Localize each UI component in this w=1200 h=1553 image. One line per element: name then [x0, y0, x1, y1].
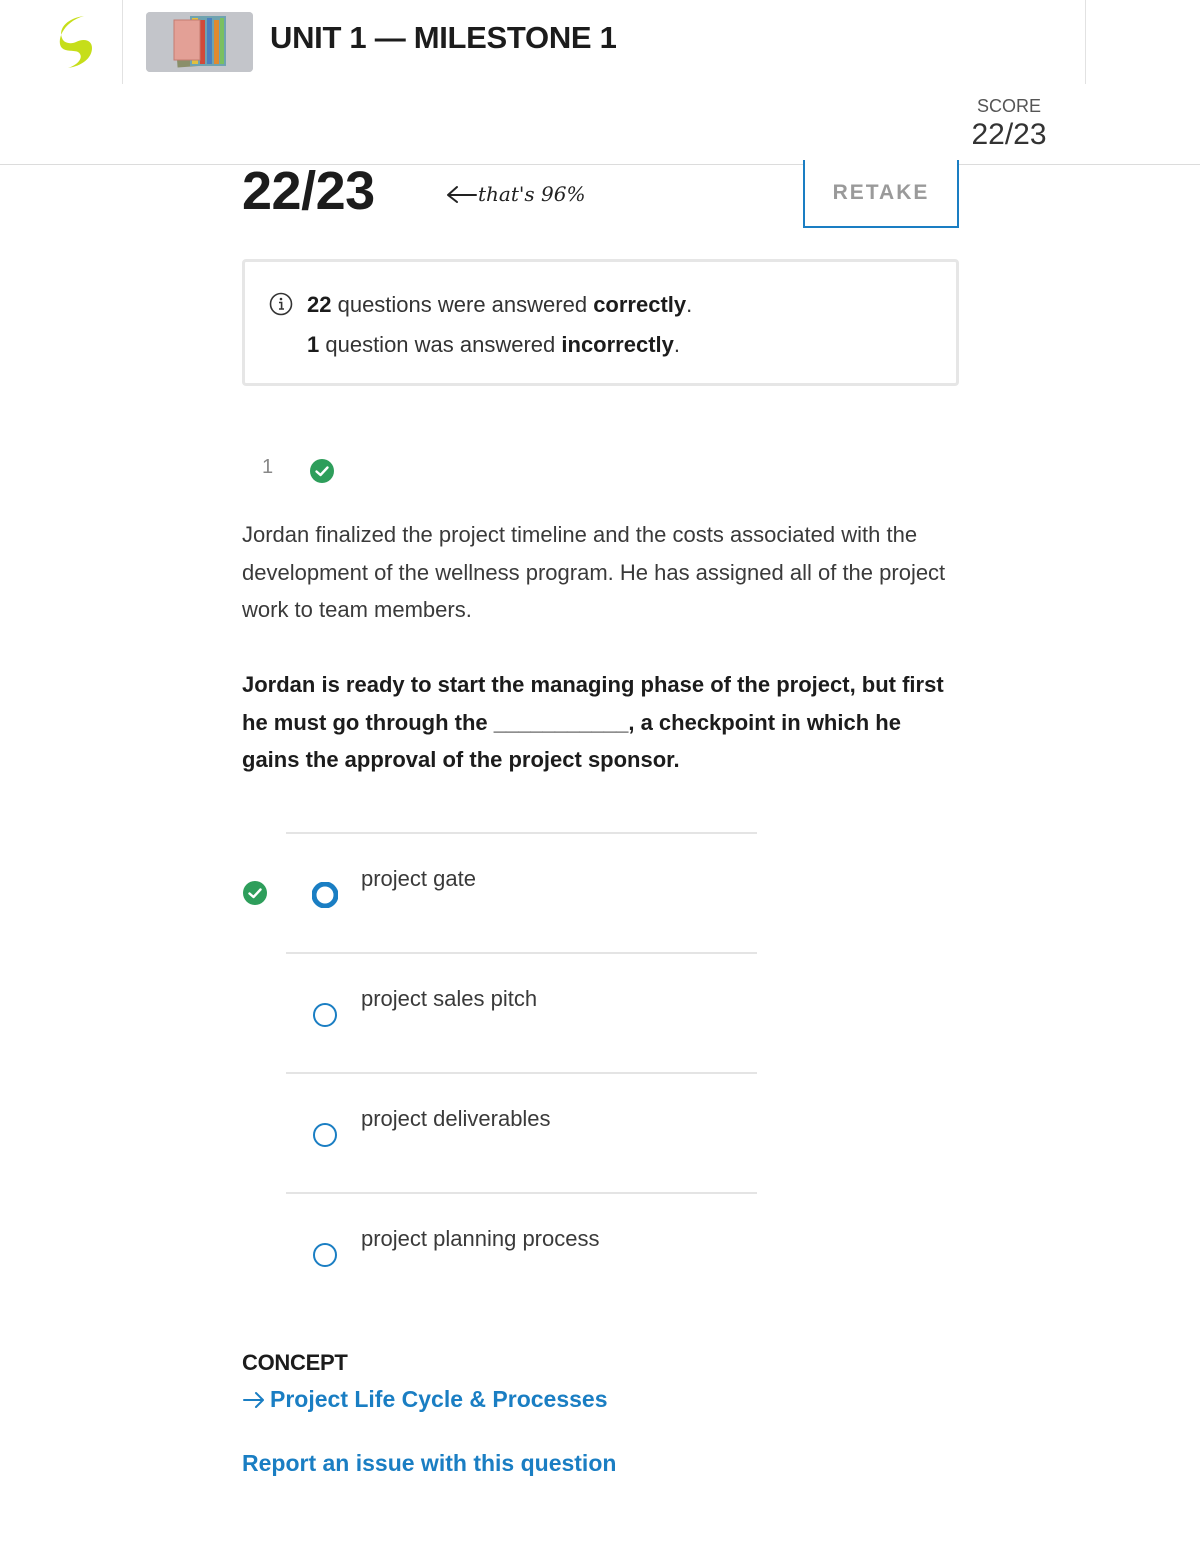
incorrect-count: 1: [307, 332, 320, 357]
concept-link-text: Project Life Cycle & Processes: [270, 1386, 608, 1412]
answer-option-label: project sales pitch: [361, 986, 538, 1011]
concept-label: CONCEPT: [242, 1350, 348, 1375]
incorrect-word: incorrectly: [561, 332, 674, 357]
answer-option[interactable]: [286, 832, 757, 952]
results-summary: [242, 259, 959, 386]
question-prompt: Jordan is ready to start the managing phase of the project, but first he must go through the ___________, a checkpoint in which he gains the approval of the project sponsor.: [242, 672, 944, 772]
correct-word: correctly: [593, 292, 687, 317]
info-icon: [269, 292, 293, 316]
header-divider: [122, 0, 123, 84]
answer-option[interactable]: [286, 952, 757, 1072]
arrow-right-icon: [242, 1391, 266, 1409]
correct-answer-check-icon: [242, 880, 268, 906]
correct-count: 22: [307, 292, 332, 317]
radio-unselected-icon[interactable]: [312, 1002, 338, 1028]
concept-link[interactable]: [242, 1386, 608, 1413]
radio-selected-icon[interactable]: [312, 882, 338, 908]
report-issue-link[interactable]: Report an issue with this question: [242, 1450, 617, 1476]
correct-summary: [307, 292, 692, 318]
percent-note: [444, 182, 585, 206]
question-context: Jordan finalized the project timeline and the costs associated with the development of the wellness program. He has assigned all of the project work to team members.: [242, 522, 946, 622]
answer-option-label: project deliverables: [361, 1106, 551, 1131]
period: .: [673, 332, 681, 357]
correct-text: questions were answered: [331, 292, 594, 317]
big-score: 22/23: [242, 161, 375, 221]
answer-option-label: project gate: [361, 866, 476, 891]
incorrect-text: question was answered: [319, 332, 562, 357]
percent-note-text: that's 96%: [478, 182, 586, 206]
top-bar: [0, 0, 1200, 165]
retake-button[interactable]: RETAKE: [803, 160, 959, 228]
incorrect-summary: [307, 332, 680, 358]
sophia-logo-icon[interactable]: [54, 14, 98, 70]
arrow-left-icon: [444, 184, 478, 204]
unit-thumbnail: [146, 12, 253, 72]
score-value: 22/23: [971, 118, 1047, 151]
period: .: [686, 292, 693, 317]
question-number: 1: [262, 456, 274, 478]
answer-option-label: project planning process: [361, 1226, 600, 1251]
radio-unselected-icon[interactable]: [312, 1242, 338, 1268]
answer-option[interactable]: [286, 1072, 757, 1192]
check-circle-icon: [309, 458, 335, 484]
radio-unselected-icon[interactable]: [312, 1122, 338, 1148]
header-divider-right: [1085, 0, 1086, 84]
unit-title: UNIT 1 — MILESTONE 1: [270, 20, 617, 55]
score-label: SCORE: [976, 96, 1041, 116]
answer-option[interactable]: [286, 1192, 757, 1312]
